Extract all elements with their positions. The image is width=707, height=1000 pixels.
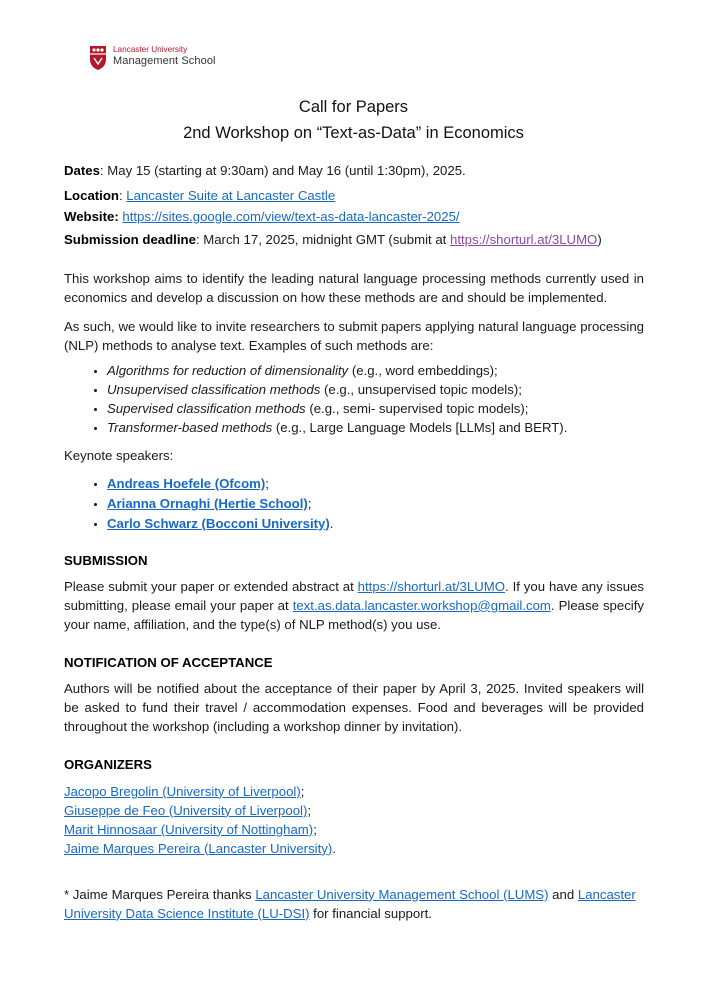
- title-line-1: Call for Papers: [298, 98, 409, 116]
- list-item: [107, 361, 644, 380]
- organizer-link[interactable]: Jacopo Bregolin (University of Liverpool): [64, 783, 301, 799]
- organizer-link[interactable]: Giuseppe de Feo (University of Liverpool): [64, 802, 308, 818]
- method-example: (e.g., word embeddings);: [348, 363, 498, 378]
- footnote: [64, 885, 644, 923]
- organizer-punct: ;: [313, 821, 317, 837]
- list-item: [107, 474, 644, 493]
- keynote-label: Keynote speakers:: [64, 448, 174, 463]
- organizer-link[interactable]: Marit Hinnosaar (University of Nottingham): [64, 821, 314, 837]
- organizers-list: [64, 782, 644, 858]
- submission-text-1: Please submit your paper or extended abstract at: [64, 578, 358, 594]
- website-link[interactable]: https://sites.google.com/view/text-as-data-lancaster-2025/: [122, 209, 460, 224]
- dates-value: : May 15 (starting at 9:30am) and May 16 (until 1:30pm), 2025.: [99, 163, 466, 178]
- lums-link[interactable]: Lancaster University Management School (LUMS): [255, 886, 549, 902]
- methods-list: [64, 361, 644, 437]
- document-body: [64, 161, 644, 923]
- organizer-punct: .: [332, 840, 336, 856]
- submission-paragraph: [64, 577, 644, 634]
- page-title: [0, 94, 707, 146]
- submission-text-3: . Please specify your name, affiliation, and the type(s) of NLP method(s) you use.: [64, 597, 644, 632]
- list-item: [64, 820, 644, 839]
- keynote-speaker-link[interactable]: Arianna Ornaghi (Hertie School): [107, 495, 308, 511]
- submission-link[interactable]: https://shorturl.at/3LUMO: [357, 578, 505, 594]
- deadline-label: Submission deadline: [64, 232, 196, 247]
- logo-university-name: Lancaster University: [113, 45, 188, 54]
- organizers-heading: ORGANIZERS: [64, 756, 152, 772]
- organizer-punct: ;: [300, 783, 305, 799]
- organizer-link[interactable]: Jaime Marques Pereira (Lancaster University): [64, 840, 333, 856]
- footnote-text-2: and: [548, 886, 578, 902]
- submission-text-2: . If you have any issues submitting, please email your paper at: [64, 578, 645, 613]
- deadline-submit-link[interactable]: https://shorturl.at/3LUMO: [450, 232, 598, 247]
- list-item: [107, 418, 644, 437]
- location-label: Location: [64, 188, 119, 203]
- university-crest-icon: [89, 45, 107, 71]
- website-line: [64, 207, 644, 226]
- list-item: [64, 782, 644, 801]
- method-example: (e.g., Large Language Models [LLMs] and BERT).: [272, 420, 568, 435]
- keynote-punct: ;: [307, 495, 312, 511]
- list-item: [107, 514, 644, 533]
- website-label: Website:: [64, 209, 119, 224]
- lu-dsi-link[interactable]: Lancaster University Data Science Institute (LU-DSI): [64, 886, 636, 921]
- keynote-speaker-link[interactable]: Andreas Hoefele (Ofcom): [107, 476, 266, 491]
- location-link[interactable]: Lancaster Suite at Lancaster Castle: [126, 188, 336, 203]
- keynote-speaker-link[interactable]: Carlo Schwarz (Bocconi University): [107, 515, 330, 531]
- method-example: (e.g., unsupervised topic models);: [320, 382, 522, 397]
- notification-heading: NOTIFICATION OF ACCEPTANCE: [64, 654, 273, 670]
- intro-paragraph-1: This workshop aims to identify the leading natural language processing methods currently used in economics and develop a discussion on how these methods are and should be implemented.: [64, 271, 644, 305]
- dates-label: Dates: [64, 163, 100, 178]
- list-item: [107, 494, 644, 513]
- deadline-value: : March 17, 2025, midnight GMT (submit at: [195, 232, 450, 247]
- list-item: [64, 801, 644, 820]
- keynote-list: [64, 474, 644, 533]
- notification-paragraph: Authors will be notified about the acceptance of their paper by April 3, 2025. Invited speakers will be asked to fund their travel / accommodation expenses. Food and beverages will be provided throughout the workshop (including a workshop dinner by invitation).: [64, 680, 644, 734]
- intro-paragraph-2: As such, we would like to invite researchers to submit papers applying natural language processing (NLP) methods to analyse text. Examples of such methods are:: [64, 319, 644, 353]
- deadline-line: [64, 230, 644, 249]
- footnote-text-3: for financial support.: [309, 905, 432, 921]
- submission-email-link[interactable]: text.as.data.lancaster.workshop@gmail.com: [292, 597, 551, 613]
- method-name: Supervised classification methods: [107, 401, 306, 416]
- keynote-punct: ;: [265, 476, 269, 491]
- logo-school-name: Management School: [113, 55, 216, 68]
- method-name: Transformer-based methods: [107, 420, 273, 435]
- submission-heading: SUBMISSION: [64, 552, 148, 568]
- footnote-text-1: * Jaime Marques Pereira thanks: [64, 886, 256, 902]
- method-example: (e.g., semi- supervised topic models);: [305, 401, 529, 416]
- deadline-close: ): [597, 232, 602, 247]
- method-name: Unsupervised classification methods: [107, 382, 321, 397]
- keynote-punct: .: [329, 515, 334, 531]
- organizer-punct: ;: [307, 802, 312, 818]
- list-item: [107, 399, 644, 418]
- method-name: Algorithms for reduction of dimensionality: [107, 363, 349, 378]
- list-item: [107, 380, 644, 399]
- location-line: [64, 186, 644, 205]
- location-separator: :: [118, 188, 127, 203]
- title-line-2: 2nd Workshop on “Text-as-Data” in Economics: [183, 124, 524, 142]
- list-item: [64, 839, 644, 858]
- lancaster-logo: [89, 45, 216, 75]
- dates-line: [64, 161, 644, 180]
